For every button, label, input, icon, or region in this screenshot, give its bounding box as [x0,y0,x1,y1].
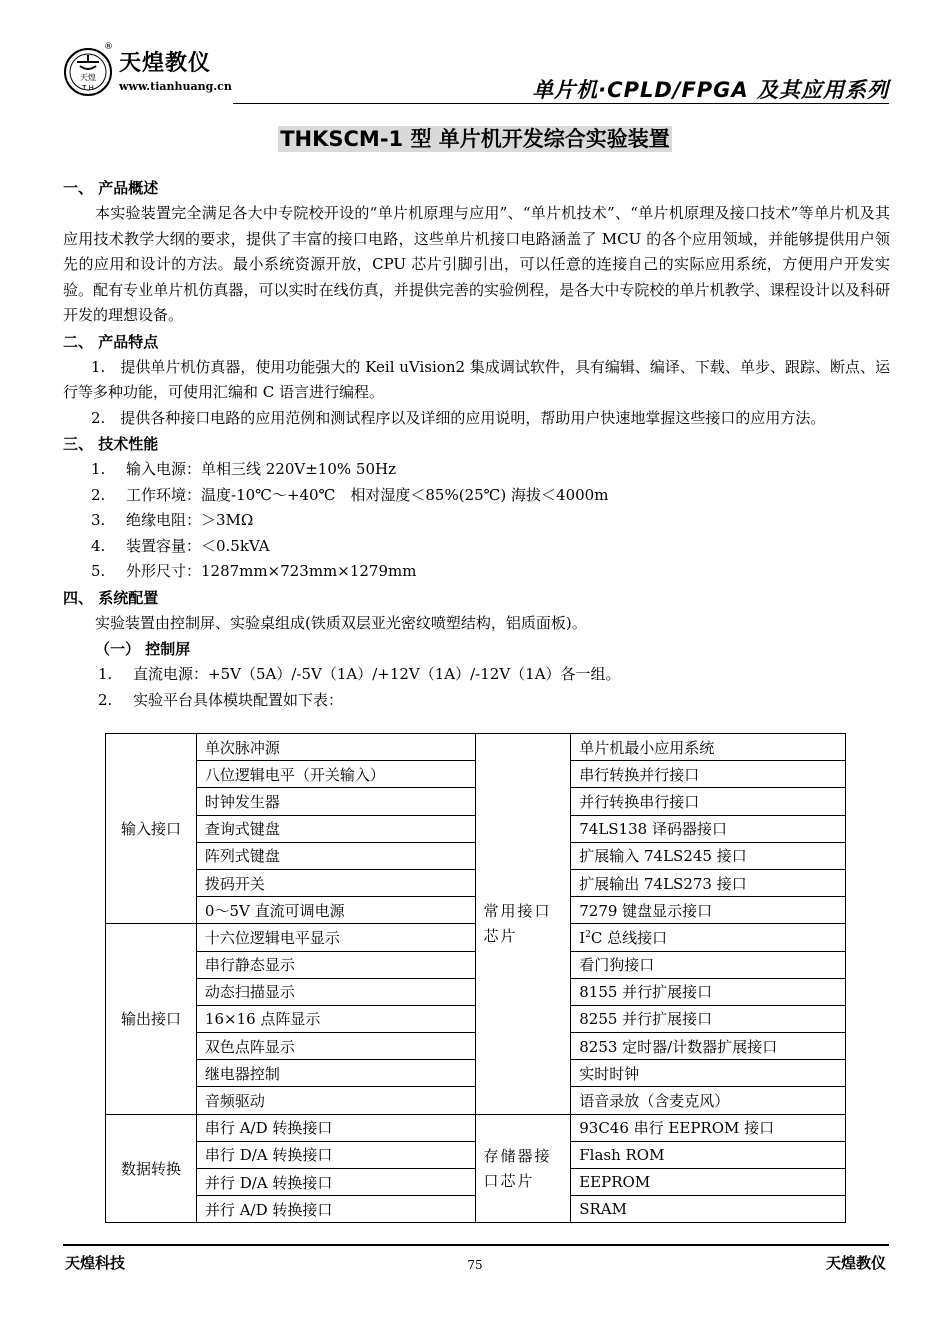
module-cell: 单片机最小应用系统 [571,734,846,761]
module-cell: 继电器控制 [196,1060,475,1087]
brand-name: 天煌教仪 [119,51,212,76]
module-cell: 拨码开关 [196,869,475,896]
module-cell: 时钟发生器 [196,788,475,815]
brand-url: www.tianhuang.cn [119,80,232,93]
module-cell: 音频驱动 [196,1087,475,1114]
spec-item: 4. 装置容量：＜0.5kVA [91,536,270,555]
logo-text-top: 天煌 [80,73,96,82]
footer-brand: 天煌教仪 [825,1254,886,1272]
module-cell: 16×16 点阵显示 [196,1005,475,1032]
spec-item: 2. 工作环境：温度-10℃～+40℃ 相对湿度＜85%(25℃) 海拔＜4000m [91,485,609,504]
category-output: 输出接口 [106,924,197,1114]
module-cell: 扩展输出 74LS273 接口 [571,869,846,896]
section-heading-features: 二、 产品特点 [63,332,159,351]
module-cell: 阵列式键盘 [196,842,475,869]
section-heading-specs: 三、 技术性能 [63,435,159,453]
spec-item: 5. 外形尺寸：1287mm×723mm×1279mm [91,562,417,580]
overview-paragraph: 本实验装置完全满足各大中专院校开设的“单片机原理与应用”、“单片机技术”、“单片机原理及接口技术”等单片机及其应用技术教学大纲的要求，提供了丰富的接口电路，这些单片机接口电路涵盖了 MCU 的各个应用领域，并能够提供用户领先的应用和设计的方法。最小系统资源开放，CPU 芯片引脚引出，可以任意的连接自己的实际应用系统，方便用户开发实验。配有专业单片机仿真器，可以实时在线仿真，并提供完善的实验例程，是各大中专院校的单片机教学、课程设计以及科研开发的理想设备。 [63,204,890,324]
category-memory-chips: 存储器接口芯片 [475,1114,571,1223]
module-cell: Flash ROM [571,1141,846,1168]
module-cell: 74LS138 译码器接口 [571,815,846,842]
module-cell: 并行转换串行接口 [571,788,846,815]
table-row [106,1114,846,1141]
module-cell: 看门狗接口 [571,951,846,978]
module-cell: 十六位逻辑电平显示 [196,924,475,951]
config-intro: 实验装置由控制屏、实验桌组成(铁质双层亚光密纹喷塑结构，铝质面板)。 [95,613,587,632]
module-cell: 8253 定时器/计数器扩展接口 [571,1033,846,1060]
module-cell: 93C46 串行 EEPROM 接口 [571,1114,846,1141]
module-cell: EEPROM [571,1169,846,1196]
config-item: 1. 直流电源：+5V（5A）/-5V（1A）/+12V（1A）/-12V（1A）各一组。 [98,665,621,683]
module-cell: 扩展输入 74LS245 接口 [571,842,846,869]
spec-item: 3. 绝缘电阻：＞3MΩ [91,511,254,529]
module-cell: 0～5V 直流可调电源 [196,897,475,924]
module-cell: 串行 A/D 转换接口 [196,1114,475,1141]
module-cell: 查询式键盘 [196,815,475,842]
feature-item: 1. 提供单片机仿真器，使用功能强大的 Keil uVision2 集成调试软件，具有编辑、编译、下载、单步、跟踪、断点、运行等多种功能，可使用汇编和 C 语言进行编程。 [63,357,890,401]
module-cell: 八位逻辑电平（开关输入） [196,761,475,788]
module-cell: 并行 A/D 转换接口 [196,1196,475,1223]
module-cell: 双色点阵显示 [196,1033,475,1060]
module-cell: 串行 D/A 转换接口 [196,1141,475,1168]
page-header [63,38,889,104]
module-cell: 动态扫描显示 [196,978,475,1005]
module-config-table [105,733,846,1223]
module-cell: 语音录放（含麦克风） [571,1087,846,1114]
document-title-text: THKSCM-1 型 单片机开发综合实验装置 [280,127,670,151]
section-heading-config: 四、 系统配置 [63,588,159,607]
module-cell: 8255 并行扩展接口 [571,1005,846,1032]
module-cell-i2c: $I^2C$ 总线接口 [571,924,846,951]
module-cell: 8155 并行扩展接口 [571,978,846,1005]
category-input: 输入接口 [106,734,197,924]
module-cell: 串行静态显示 [196,951,475,978]
logo-text-bottom: T H [82,84,94,92]
subsection-heading-control-panel: （一） 控制屏 [95,640,191,658]
feature-item: 2. 提供各种接口电路的应用范例和测试程序以及详细的应用说明，帮助用户快速地掌握这些接口的应用方法。 [91,408,826,427]
module-cell: 单次脉冲源 [196,734,475,761]
page-number: 75 [467,1258,483,1272]
footer-divider [63,1244,889,1246]
module-cell: 7279 键盘显示接口 [571,897,846,924]
module-cell: 串行转换并行接口 [571,761,846,788]
category-data-conversion: 数据转换 [106,1114,197,1223]
series-title: 单片机·CPLD/FPGA 及其应用系列 [532,78,889,102]
module-cell: 并行 D/A 转换接口 [196,1169,475,1196]
document-title [0,123,950,153]
table-row [106,734,846,761]
category-common-chips: 常用接口芯片 [475,734,571,1115]
header-divider [233,103,889,104]
module-cell: 实时时钟 [571,1060,846,1087]
module-cell: SRAM [571,1196,846,1223]
section-heading-overview: 一、 产品概述 [63,179,159,197]
config-item: 2. 实验平台具体模块配置如下表： [98,690,344,709]
document-body [63,175,890,713]
footer-company: 天煌科技 [65,1254,126,1272]
registered-mark: ® [104,42,113,52]
spec-item: 1. 输入电源：单相三线 220V±10% 50Hz [91,460,396,478]
